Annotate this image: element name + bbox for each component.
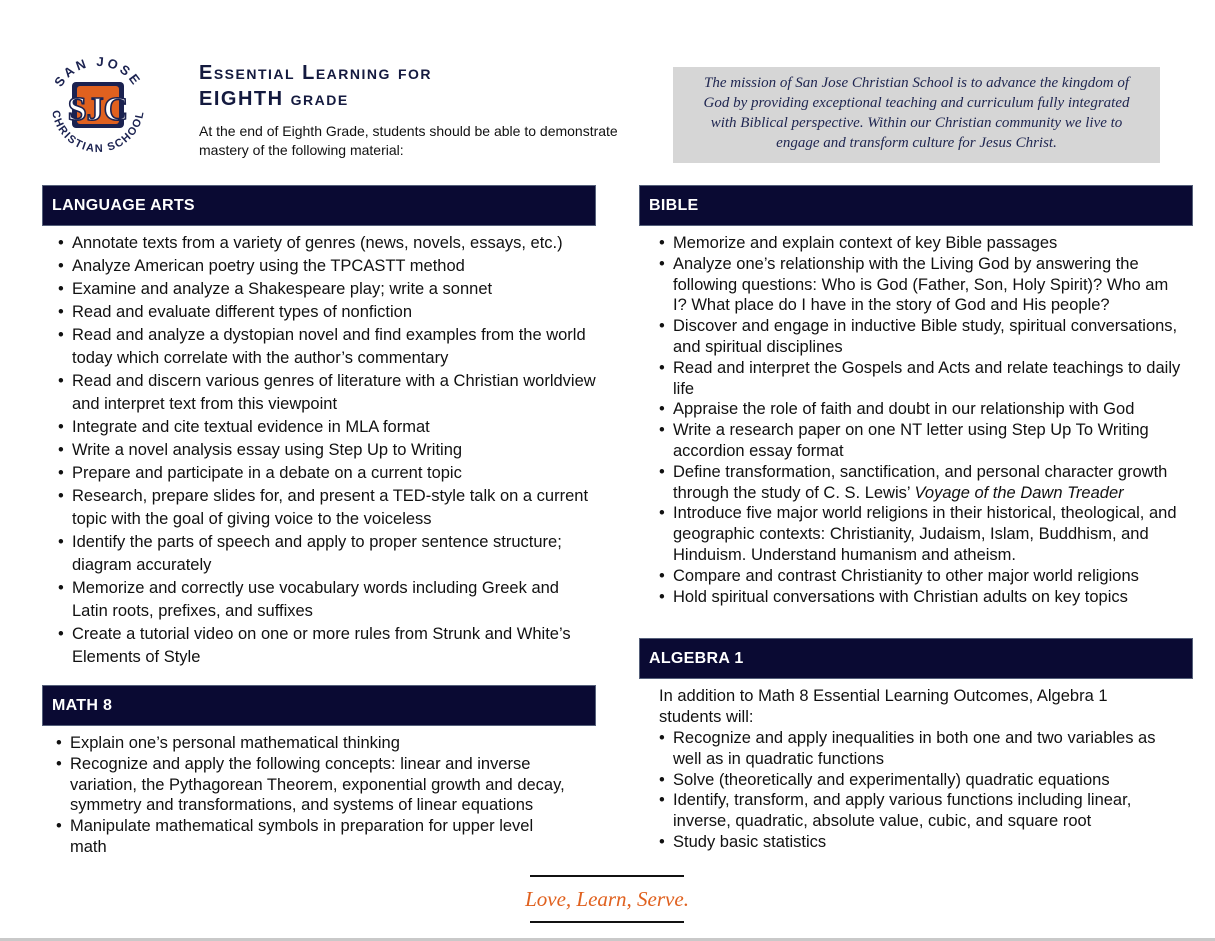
book-title: Voyage of the Dawn Treader <box>914 483 1124 502</box>
list-item: • Compare and contrast Christianity to other major world religions <box>659 566 1183 587</box>
algebra1-heading: ALGEBRA 1 <box>639 638 1193 679</box>
list-item: • Read and evaluate different types of nonfiction <box>58 301 598 324</box>
list-item <box>659 462 1183 504</box>
svg-text:CHRISTIAN SCHOOL: CHRISTIAN SCHOOL <box>49 109 147 156</box>
svg-text:SJC: SJC <box>67 91 129 128</box>
list-item: • Analyze American poetry using the TPCASTT method <box>58 255 598 278</box>
list-item: • Write a research paper on one NT letter using Step Up To Writing accordion essay format <box>659 420 1183 462</box>
list-item: • Appraise the role of faith and doubt in our relationship with God <box>659 399 1183 420</box>
school-logo <box>40 48 156 164</box>
list-item: • Read and analyze a dystopian novel and find examples from the world today which correlate with the author’s commentary <box>58 324 598 370</box>
list-item: • Identify, transform, and apply various functions including linear, inverse, quadratic, absolute value, cubic, and square root <box>659 790 1183 832</box>
language-arts-heading: LANGUAGE ARTS <box>42 185 596 226</box>
list-item: • Hold spiritual conversations with Christian adults on key topics <box>659 587 1183 608</box>
mission-statement: The mission of San Jose Christian School is to advance the kingdom of God by providing exceptional teaching and curriculum fully integrated with Biblical perspective. Within our Christian community we live to engage and transform culture for Jesus Christ. <box>673 67 1160 163</box>
list-item: • Manipulate mathematical symbols in preparation for upper level math <box>56 816 568 858</box>
list-item: • Integrate and cite textual evidence in MLA format <box>58 416 598 439</box>
page-title-line1: Essential Learning for <box>199 62 433 84</box>
algebra1-list <box>659 728 1183 853</box>
list-item: • Discover and engage in inductive Bible study, spiritual conversations, and spiritual disciplines <box>659 316 1183 358</box>
list-item: • Examine and analyze a Shakespeare play; write a sonnet <box>58 278 598 301</box>
list-item: • Memorize and explain context of key Bible passages <box>659 233 1183 254</box>
list-item: • Prepare and participate in a debate on a current topic <box>58 462 598 485</box>
footer-motto: Love, Learn, Serve. <box>525 886 689 911</box>
intro-text: At the end of Eighth Grade, students should be able to demonstrate mastery of the following material: <box>199 123 618 158</box>
list-item: • Create a tutorial video on one or more rules from Strunk and White’s Elements of Style <box>58 623 598 669</box>
list-item: • Recognize and apply inequalities in both one and two variables as well as in quadratic functions <box>659 728 1183 770</box>
svg-text:SAN JOSE: SAN JOSE <box>51 53 145 90</box>
list-item: • Introduce five major world religions in their historical, theological, and geographic contexts: Christianity, Judaism, Islam, Buddhism, and Hinduism. Understand humanism and atheism. <box>659 503 1183 565</box>
list-item: • Identify the parts of speech and apply to proper sentence structure; diagram accurately <box>58 531 598 577</box>
list-item: • Read and discern various genres of literature with a Christian worldview and interpret text from this viewpoint <box>58 370 598 416</box>
language-arts-list <box>58 232 598 669</box>
bible-heading: BIBLE <box>639 185 1193 226</box>
math8-heading: MATH 8 <box>42 685 596 726</box>
list-item: • Memorize and correctly use vocabulary words including Greek and Latin roots, prefixes, and suffixes <box>58 577 598 623</box>
list-item: • Annotate texts from a variety of genres (news, novels, essays, etc.) <box>58 232 598 255</box>
list-item: • Read and interpret the Gospels and Acts and relate teachings to daily life <box>659 358 1183 400</box>
footer-motto-box <box>525 875 689 923</box>
math8-list <box>56 733 568 858</box>
page-title-line2: EIGHTH grade <box>199 88 349 110</box>
list-item: • Analyze one’s relationship with the Living God by answering the following questions: Who is God (Father, Son, Holy Spirit)? Who am I? What place do I have in the story of God and His people? <box>659 254 1183 316</box>
school-seal-icon <box>40 48 156 164</box>
algebra1-intro: In addition to Math 8 Essential Learning Outcomes, Algebra 1 students will: <box>659 687 1108 726</box>
bible-list <box>659 233 1183 607</box>
list-item: • Solve (theoretically and experimentally) quadratic equations <box>659 770 1183 791</box>
list-item: • Explain one’s personal mathematical thinking <box>56 733 568 754</box>
list-item: • Write a novel analysis essay using Step Up to Writing <box>58 439 598 462</box>
list-item: • Research, prepare slides for, and present a TED-style talk on a current topic with the goal of giving voice to the voiceless <box>58 485 598 531</box>
title-block <box>199 60 619 160</box>
list-item-text: Define transformation, sanctification, and personal character growth through the study of C. S. Lewis’ <box>673 462 1168 502</box>
list-item: • Study basic statistics <box>659 832 1183 853</box>
list-item: • Recognize and apply the following concepts: linear and inverse variation, the Pythagorean Theorem, exponential growth and decay, symmetry and transformations, and systems of linear equations <box>56 754 568 816</box>
